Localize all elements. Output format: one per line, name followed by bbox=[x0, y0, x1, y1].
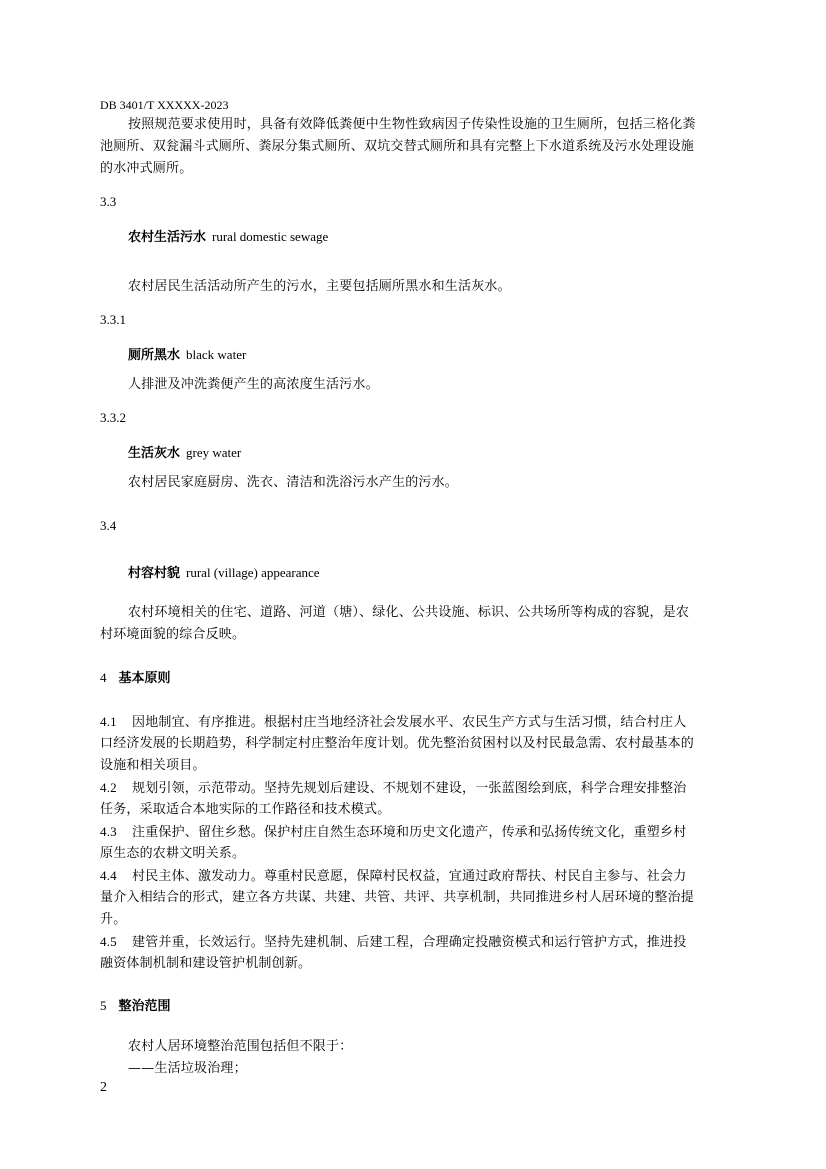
item-4-5-line-1 bbox=[100, 931, 686, 954]
definition-3-3: 农村居民生活活动所产生的污水，主要包括厕所黑水和生活灰水。 bbox=[128, 279, 511, 294]
item-number: 4.4 bbox=[100, 868, 117, 883]
definition-3-3-2: 农村居民家庭厨房、洗衣、清洁和洗浴污水产生的污水。 bbox=[128, 475, 459, 490]
intro-line-2: 池厕所、双瓮漏斗式厕所、粪尿分集式厕所、双坑交替式厕所和具有完整上下水道系统及污水处理设施 bbox=[100, 139, 695, 154]
item-4-2-line-2: 任务，采取适合本地实际的工作路径和技术模式。 bbox=[100, 802, 391, 817]
item-number: 4.3 bbox=[100, 824, 117, 839]
item-4-1-line-3: 设施和相关项目。 bbox=[100, 758, 206, 773]
term-en: black water bbox=[186, 347, 247, 362]
intro-line-3: 的水冲式厕所。 bbox=[100, 161, 193, 176]
definition-3-4-line-1: 农村环境相关的住宅、道路、河道（塘）、绿化、公共设施、标识、公共场所等构成的容貌，是农 bbox=[128, 605, 690, 620]
term-3-3-1 bbox=[128, 344, 246, 363]
term-en: rural domestic sewage bbox=[212, 229, 329, 244]
item-text: 村民主体、激发动力。尊重村民意愿，保障村民权益，宜通过政府帮扶、村民自主参与、社会力 bbox=[132, 869, 687, 884]
clause-number-3-4: 3.4 bbox=[100, 518, 117, 533]
item-4-4-line-3: 升。 bbox=[100, 912, 127, 927]
definition-3-4-line-2: 村环境面貌的综合反映。 bbox=[100, 627, 246, 642]
scope-item-1: ——生活垃圾治理； bbox=[128, 1061, 247, 1076]
term-en: grey water bbox=[186, 445, 242, 460]
intro-line-1: 按照规范要求使用时，具备有效降低粪便中生物性致病因子传染性设施的卫生厕所，包括三格化粪 bbox=[128, 117, 696, 132]
item-text: 规划引领，示范带动。坚持先规划后建设、不规划不建设，一张蓝图绘到底，科学合理安排整治 bbox=[132, 781, 687, 796]
scope-intro: 农村人居环境整治范围包括但不限于： bbox=[128, 1039, 353, 1054]
document-header: DB 3401/T XXXXX-2023 bbox=[100, 98, 229, 112]
item-4-3-line-2: 原生态的农耕文明关系。 bbox=[100, 846, 246, 861]
item-text: 建管并重，长效运行。坚持先建机制、后建工程，合理确定投融资模式和运行管护方式，推进投 bbox=[132, 935, 687, 950]
section-number: 5 bbox=[100, 998, 107, 1013]
item-number: 4.2 bbox=[100, 780, 117, 795]
clause-number-3-3: 3.3 bbox=[100, 194, 117, 209]
definition-3-3-1: 人排泄及冲洗粪便产生的高浓度生活污水。 bbox=[128, 377, 379, 392]
clause-number-3-3-2: 3.3.2 bbox=[100, 410, 126, 425]
clause-number-3-3-1: 3.3.1 bbox=[100, 312, 126, 327]
item-4-2-line-1 bbox=[100, 777, 686, 800]
item-4-4-line-2: 量介入相结合的形式，建立各方共谋、共建、共管、共评、共享机制，共同推进乡村人居环境的整治提 bbox=[100, 890, 695, 905]
section-title: 整治范围 bbox=[118, 999, 171, 1014]
section-number: 4 bbox=[100, 670, 107, 685]
term-3-3 bbox=[128, 226, 328, 245]
term-zh: 生活灰水 bbox=[128, 446, 181, 461]
term-zh: 厕所黑水 bbox=[128, 348, 181, 363]
term-zh: 村容村貌 bbox=[128, 566, 181, 581]
section-title: 基本原则 bbox=[118, 671, 171, 686]
term-en: rural (village) appearance bbox=[186, 565, 320, 580]
section-heading-4 bbox=[100, 667, 171, 686]
item-4-5-line-2: 融资体制机制和建设管护机制创新。 bbox=[100, 956, 312, 971]
term-zh: 农村生活污水 bbox=[128, 230, 207, 245]
item-4-1-line-1 bbox=[100, 711, 686, 734]
item-4-1-line-2: 口经济发展的长期趋势，科学制定村庄整治年度计划。优先整治贫困村以及村民最急需、农村最基本的 bbox=[100, 736, 695, 751]
section-heading-5 bbox=[100, 995, 171, 1014]
item-4-3-line-1 bbox=[100, 821, 686, 844]
item-4-4-line-1 bbox=[100, 865, 686, 888]
item-text: 因地制宜、有序推进。根据村庄当地经济社会发展水平、农民生产方式与生活习惯，结合村庄人 bbox=[132, 715, 687, 730]
page-number: 2 bbox=[100, 1080, 107, 1095]
item-number: 4.5 bbox=[100, 934, 117, 949]
term-3-3-2 bbox=[128, 442, 241, 461]
term-3-4 bbox=[128, 562, 320, 581]
item-number: 4.1 bbox=[100, 714, 117, 729]
item-text: 注重保护、留住乡愁。保护村庄自然生态环境和历史文化遗产，传承和弘扬传统文化，重塑乡村 bbox=[132, 825, 687, 840]
